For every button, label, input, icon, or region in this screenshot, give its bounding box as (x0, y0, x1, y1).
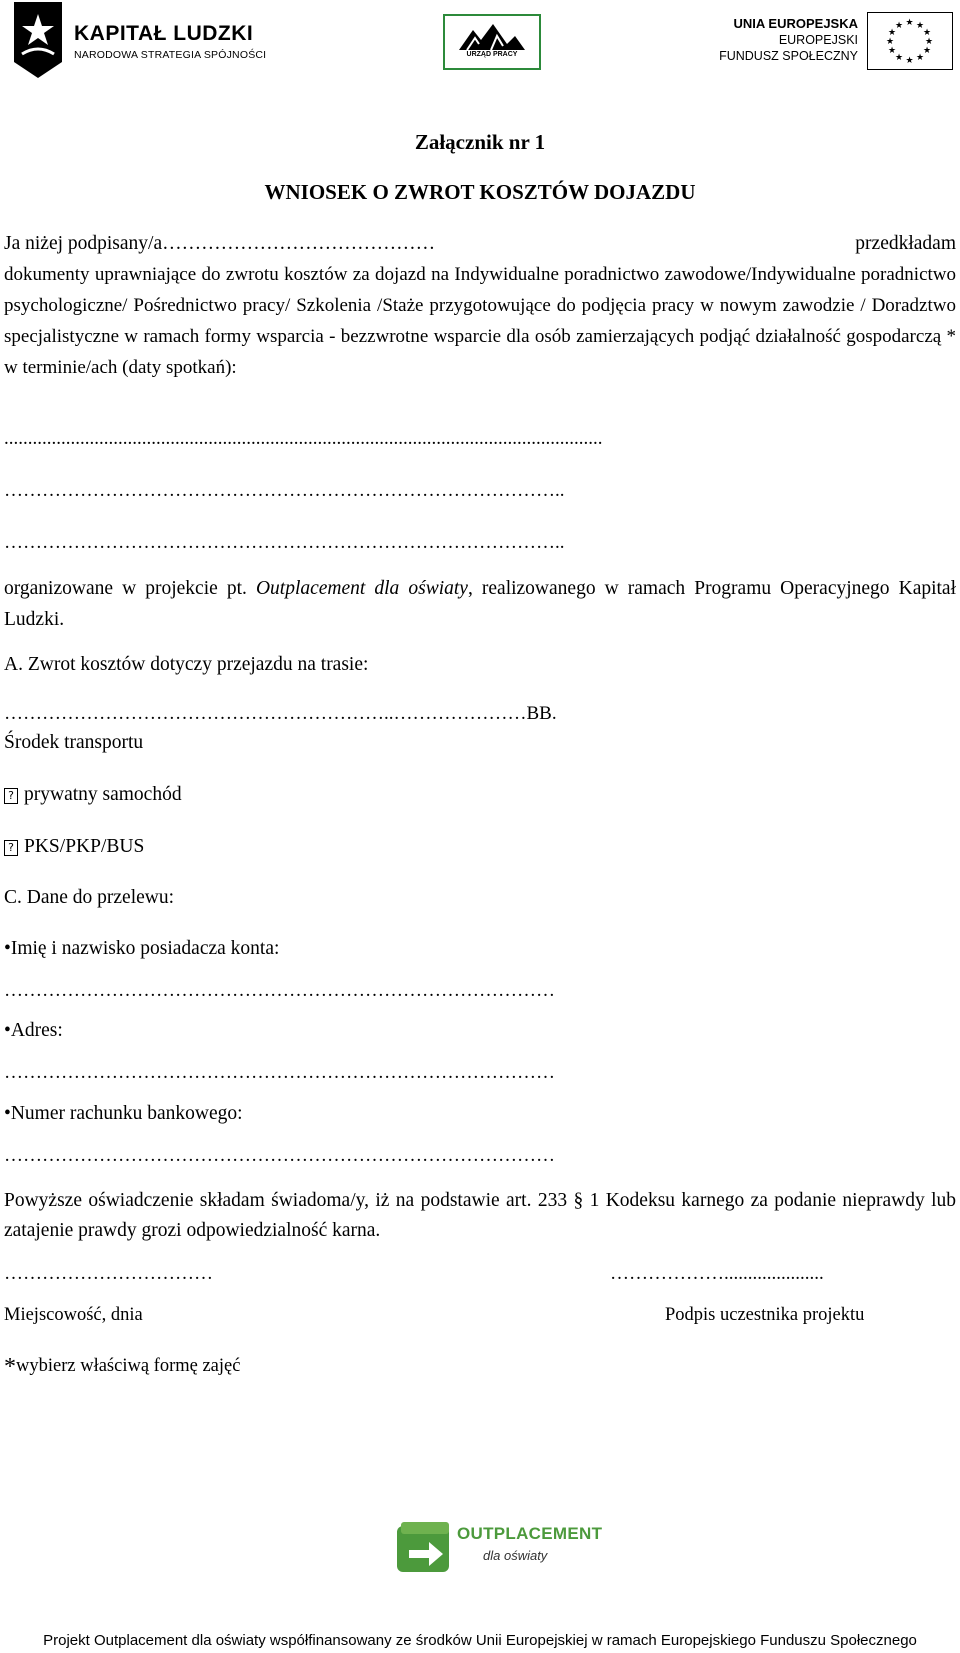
option-bus[interactable] (4, 836, 144, 858)
project-text-start: organizowane w projekcie pt. (4, 578, 256, 599)
bank-account-line[interactable]: …………………………………………………………………………… (4, 1145, 555, 1166)
section-c-heading: C. Dane do przelewu: (4, 887, 175, 908)
svg-text:★: ★ (894, 53, 904, 63)
meeting-dates-line-1[interactable]: …………………………………………………………………………….. (4, 480, 565, 501)
project-paragraph (4, 573, 956, 635)
route-line[interactable]: ……………………………………………………..…………………BB. (4, 703, 557, 724)
eu-line2: EUROPEJSKI (778, 33, 858, 47)
intro-first-line (4, 228, 956, 259)
meeting-dates-dots[interactable]: .............................................................................................................................. (4, 428, 603, 449)
kapital-ludzki-title: KAPITAŁ LUDZKI (74, 22, 254, 45)
section-a-heading: A. Zwrot kosztów dotyczy przejazdu na trasie: (4, 654, 369, 675)
bank-account-label: •Numer rachunku bankowego: (4, 1103, 243, 1124)
meeting-dates-line-2[interactable]: …………………………………………………………………………….. (4, 532, 565, 553)
form-title: WNIOSEK O ZWROT KOSZTÓW DOJAZDU (264, 180, 696, 204)
transport-label: Środek transportu (4, 732, 144, 753)
svg-text:★: ★ (885, 37, 895, 47)
bus-checkbox[interactable]: ? (4, 840, 18, 856)
intro-paragraph (4, 228, 956, 383)
footnote (4, 1354, 240, 1381)
intro-body-text: dokumenty uprawniające do zwrotu kosztów za dojazd na Indywidualne poradnictwo zawodowe/Indywidualne poradnictwo psychologiczne/ Pośrednictwo pracy/ Szkolenia /Staże przygotowujące do podjęcia pracy w nowym zawodzie / Doradztwo specjalistyczne w ramach formy wsparcia - bezzwrotne wsparcie dla osób zamierzających podjąć działalność gospodarczą * w terminie/ach (daty spotkań): (4, 264, 956, 378)
eu-text-block (690, 16, 858, 64)
outplacement-logo (395, 1518, 603, 1582)
kapital-ludzki-emblem-icon (8, 0, 68, 80)
footer-funding-note: Projekt Outplacement dla oświaty współfinansowany ze środków Unii Europejskiej w ramach Europejskiego Funduszu Społecznego (43, 1632, 917, 1649)
project-name: Outplacement dla oświaty (255, 578, 468, 599)
car-checkbox[interactable]: ? (4, 788, 18, 804)
account-owner-label: •Imię i nazwisko posiadacza konta: (4, 938, 280, 959)
intro-signer-text: Ja niżej podpisany/a…………………………………… (4, 233, 436, 254)
outplacement-logo-subtitle: dla oświaty (483, 1548, 548, 1563)
svg-text:★: ★ (924, 37, 934, 47)
option-bus-label: PKS/PKP/BUS (24, 836, 145, 857)
svg-text:★: ★ (922, 46, 932, 56)
project-text-end: , realizowanego w ramach Programu Operacyjnego Kapitał Ludzki. (4, 578, 957, 630)
address-label: •Adres: (4, 1020, 63, 1041)
place-date-dots[interactable]: …………………………… (4, 1263, 213, 1284)
intro-submit-text: przedkładam (855, 233, 956, 254)
signature-label: Podpis uczestnika projektu (665, 1305, 865, 1325)
address-line[interactable]: …………………………………………………………………………… (4, 1062, 555, 1083)
option-car[interactable] (4, 784, 182, 806)
footnote-star: * (4, 1354, 16, 1380)
kapital-ludzki-subtitle: NARODOWA STRATEGIA SPÓJNOŚCI (74, 49, 267, 61)
svg-text:★: ★ (915, 53, 925, 63)
kapital-ludzki-logo (8, 0, 270, 82)
place-date-label: Miejscowość, dnia (4, 1305, 143, 1325)
urzad-pracy-text: URZĄD PRACY (466, 51, 518, 58)
urzad-pracy-emblem-icon (445, 16, 539, 68)
svg-text:★: ★ (887, 28, 897, 38)
svg-text:★: ★ (905, 56, 914, 66)
urzad-pracy-logo (443, 14, 541, 70)
svg-text:★: ★ (922, 28, 932, 38)
svg-text:★: ★ (905, 18, 914, 28)
eu-flag-icon (867, 12, 953, 70)
svg-text:★: ★ (915, 21, 925, 31)
annex-number: Załącznik nr 1 (414, 130, 546, 154)
eu-line1: UNIA EUROPEJSKA (733, 16, 858, 31)
svg-text:★: ★ (894, 21, 904, 31)
svg-text:★: ★ (887, 46, 897, 56)
outplacement-logo-title: OUTPLACEMENT (457, 1524, 603, 1543)
outplacement-arrow-icon (395, 1518, 455, 1576)
signature-dots[interactable]: ………………..................... (610, 1263, 824, 1284)
legal-statement: Powyższe oświadczenie składam świadoma/y, iż na podstawie art. 233 § 1 Kodeksu karnego za podanie nieprawdy lub zatajenie prawdy grozi odpowiedzialność karna. (4, 1190, 956, 1241)
footnote-text: wybierz właściwą formę zajęć (16, 1356, 241, 1376)
account-owner-line[interactable]: …………………………………………………………………………… (4, 980, 555, 1001)
option-car-label: prywatny samochód (24, 784, 182, 805)
eu-line3: FUNDUSZ SPOŁECZNY (719, 49, 858, 63)
